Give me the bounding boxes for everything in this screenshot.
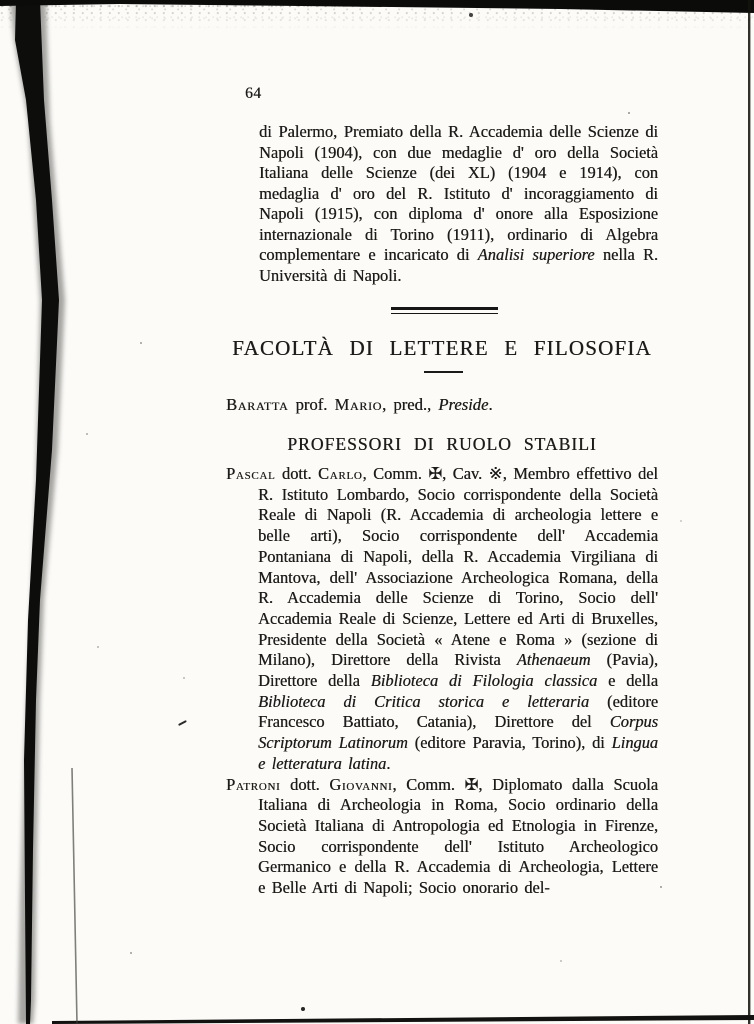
- section-divider-rule: [391, 307, 498, 314]
- intro-paragraph: di Palermo, Premiato della R. Accademia delle Scienze di Napoli (1904), con due medaglie d' oro della Società Italiana delle Scienze (dei XL) (1904 e 1914), con medaglia d' oro del R. Istituto d' incoraggiamento di Napoli (1915), con diploma d' onore alla Esposizione internazionale di Torino (1911), ordinario di Algebra complementare e incaricato di Analisi superiore nella R. Università di Napoli.: [259, 122, 658, 285]
- page-number: 64: [245, 85, 262, 102]
- scan-fleck-mark: [178, 720, 187, 726]
- binding-shadow-halo: [10, 0, 65, 1024]
- professor-entry-patroni: Patroni dott. Giovanni, Comm. ✠, Diplomato dalla Scuola Italiana di Archeologia in Roma, Socio ordinario della Società Italiana di Antropologia ed Etnologia in Firenze, Socio corrispondente dell' Istituto Archeologico Germanico e della R. Accademia di Archeologia, Lettere e Belle Arti di Napoli; Socio onorario del-: [226, 774, 658, 898]
- title-underline-rule: [424, 371, 463, 373]
- faculty-title: FACOLTÀ DI LETTERE E FILOSOFIA: [232, 336, 652, 360]
- crease-line: [72, 768, 77, 1024]
- right-edge-line: [748, 0, 750, 1024]
- binding-shadow: [15, 0, 59, 1024]
- roster-heading: PROFESSORI DI RUOLO STABILI: [287, 434, 597, 454]
- bottom-edge-line: [52, 1015, 754, 1024]
- professor-entries: [226, 464, 658, 899]
- scan-noise-band: [0, 4, 754, 30]
- professor-entry-pascal: Pascal dott. Carlo, Comm. ✠, Cav. ※, Membro effettivo del R. Istituto Lombardo, Socio corrispondente della Società Reale di Napoli (R. Accademia di archeologia lettere e belle arti), Socio corrispondente dell' Accademia Pontaniana di Napoli, della R. Accademia Virgiliana di Mantova, dell' Associazione Archeologica Romana, della R. Accademia delle Scienze di Torino, Socio dell' Accademia Reale di Scienze, Lettere ed Arti di Bruxelles, Presidente della Società « Atene e Roma » (sezione di Milano), Direttore della Rivista Athenaeum (Pavia), Direttore della Biblioteca di Filologia classica e della Biblioteca di Critica storica e letteraria (editore Francesco Battiato, Catania), Direttore del Corpus Scriptorum Latinorum (editore Paravia, Torino), di Lingua e letteratura latina.: [226, 464, 659, 773]
- preside-line: Baratta prof. Mario, pred., Preside.: [226, 395, 493, 414]
- scan-speckles: [0, 0, 2, 2]
